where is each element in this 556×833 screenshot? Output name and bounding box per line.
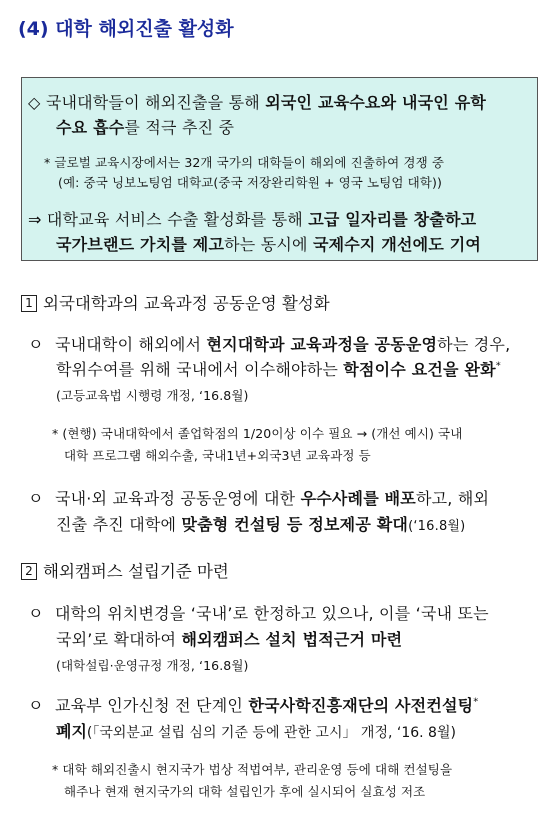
body-bold: 현지대학과 교육과정을 공동운영 bbox=[206, 335, 438, 354]
summary-bold: 고급 일자리를 창출하고 bbox=[308, 210, 477, 229]
summary-note-1: * 글로벌 교육시장에서는 32개 국가의 대학들이 해외에 진출하여 경쟁 중 bbox=[44, 155, 445, 170]
summary-note-2: (예: 중국 닝보노팅엄 대학교(중국 저장완리학원 + 영국 노팅엄 대학)) bbox=[58, 175, 442, 190]
s2-item1-line2 bbox=[56, 627, 402, 650]
s2-item2-note2: 해주나 현재 현지국가의 대학 설립인가 후에 실시되어 실효성 저조 bbox=[64, 784, 426, 799]
summary-line-1 bbox=[28, 90, 486, 113]
s1-item1-line3: (고등교육법 시행령 개정, ‘16.8월) bbox=[56, 388, 249, 403]
body-text: 하는 경우, bbox=[437, 335, 511, 354]
footnote-marker: * bbox=[473, 696, 479, 708]
body-text: 진출 추진 대학에 bbox=[56, 515, 182, 534]
summary-text: 를 적극 추진 중 bbox=[124, 118, 235, 137]
summary-line-2 bbox=[56, 115, 234, 138]
body-text: (‘16.8월) bbox=[408, 519, 466, 534]
s2-item1-line1 bbox=[28, 601, 489, 624]
summary-text: 국내대학들이 해외진출을 통해 bbox=[45, 93, 266, 112]
s1-item2-line2 bbox=[56, 512, 465, 535]
body-bold: 맞춤형 컨설팅 등 정보제공 확대 bbox=[181, 515, 409, 534]
s1-item1-note2: 대학 프로그램 해외수출, 국내1년+외국3년 교육과정 등 bbox=[64, 448, 371, 463]
body-text: (「국외분교 설립 심의 기준 등에 관한 고시」 개정, ‘16. 8월) bbox=[86, 725, 456, 741]
s2-item2-line2 bbox=[56, 719, 456, 742]
body-text: 국외’로 확대하여 bbox=[56, 630, 182, 649]
body-text: 대학의 위치변경을 ‘국내’로 한정하고 있으나, 이를 ‘국내 또는 bbox=[54, 604, 489, 623]
section-title: (4) 대학 해외진출 활성화 bbox=[18, 18, 234, 40]
section-heading-text: 해외캠퍼스 설립기준 마련 bbox=[43, 562, 229, 581]
bullet-icon: ㅇ bbox=[28, 335, 44, 354]
arrow-icon: ⇒ bbox=[28, 210, 42, 229]
s1-item1-line1 bbox=[28, 332, 510, 355]
summary-text: 대학교육 서비스 수출 활성화를 통해 bbox=[46, 210, 309, 229]
section-number-box: 2 bbox=[21, 563, 37, 580]
body-text: 국내·외 교육과정 공동운영에 대한 bbox=[54, 489, 301, 508]
s2-item2-note1: * 대학 해외진출시 현지국가 법상 적법여부, 관리운영 등에 대해 컨설팅을 bbox=[52, 762, 453, 777]
bullet-icon: ㅇ bbox=[28, 696, 44, 715]
summary-text: 하는 동시에 bbox=[224, 235, 313, 254]
section-heading-text: 외국대학과의 교육과정 공동운영 활성화 bbox=[43, 294, 330, 313]
body-bold: 우수사례를 배포 bbox=[300, 489, 416, 508]
bullet-icon: ㅇ bbox=[28, 489, 44, 508]
summary-bold: 국제수지 개선에도 기여 bbox=[312, 235, 482, 254]
s1-item2-line1 bbox=[28, 486, 489, 509]
body-text: 국내대학이 해외에서 bbox=[54, 335, 207, 354]
section1-heading bbox=[21, 290, 330, 314]
body-bold: 해외캠퍼스 설치 법적근거 마련 bbox=[181, 630, 403, 649]
body-text: 교육부 인가신청 전 단계인 bbox=[54, 696, 249, 715]
body-bold: 한국사학진흥재단의 사전컨설팅 bbox=[248, 696, 474, 715]
summary-bold: 수요 흡수 bbox=[56, 118, 125, 137]
body-text: 하고, 해외 bbox=[415, 489, 490, 508]
s1-item1-note1: * (현행) 국내대학에서 졸업학점의 1/20이상 이수 필요 → (개선 예시) 국내 bbox=[52, 426, 463, 441]
body-bold: 학점이수 요건을 완화 bbox=[343, 360, 496, 379]
footnote-marker: * bbox=[495, 360, 501, 372]
bullet-icon: ㅇ bbox=[28, 604, 44, 623]
summary-bold: 외국인 교육수요와 내국인 유학 bbox=[265, 93, 487, 112]
body-text: 학위수여를 위해 국내에서 이수해야하는 bbox=[56, 360, 344, 379]
s1-item1-line2 bbox=[56, 357, 501, 380]
section-number-box: 1 bbox=[21, 295, 37, 312]
body-bold: 폐지 bbox=[56, 722, 87, 741]
summary-arrow-line-2 bbox=[56, 232, 481, 255]
diamond-icon: ◇ bbox=[28, 93, 41, 112]
s2-item2-line1 bbox=[28, 693, 479, 716]
s2-item1-line3: (대학설립·운영규정 개정, ‘16.8월) bbox=[56, 658, 249, 673]
summary-arrow-line-1 bbox=[28, 207, 476, 230]
summary-bold: 국가브랜드 가치를 제고 bbox=[56, 235, 225, 254]
section2-heading bbox=[21, 558, 229, 582]
